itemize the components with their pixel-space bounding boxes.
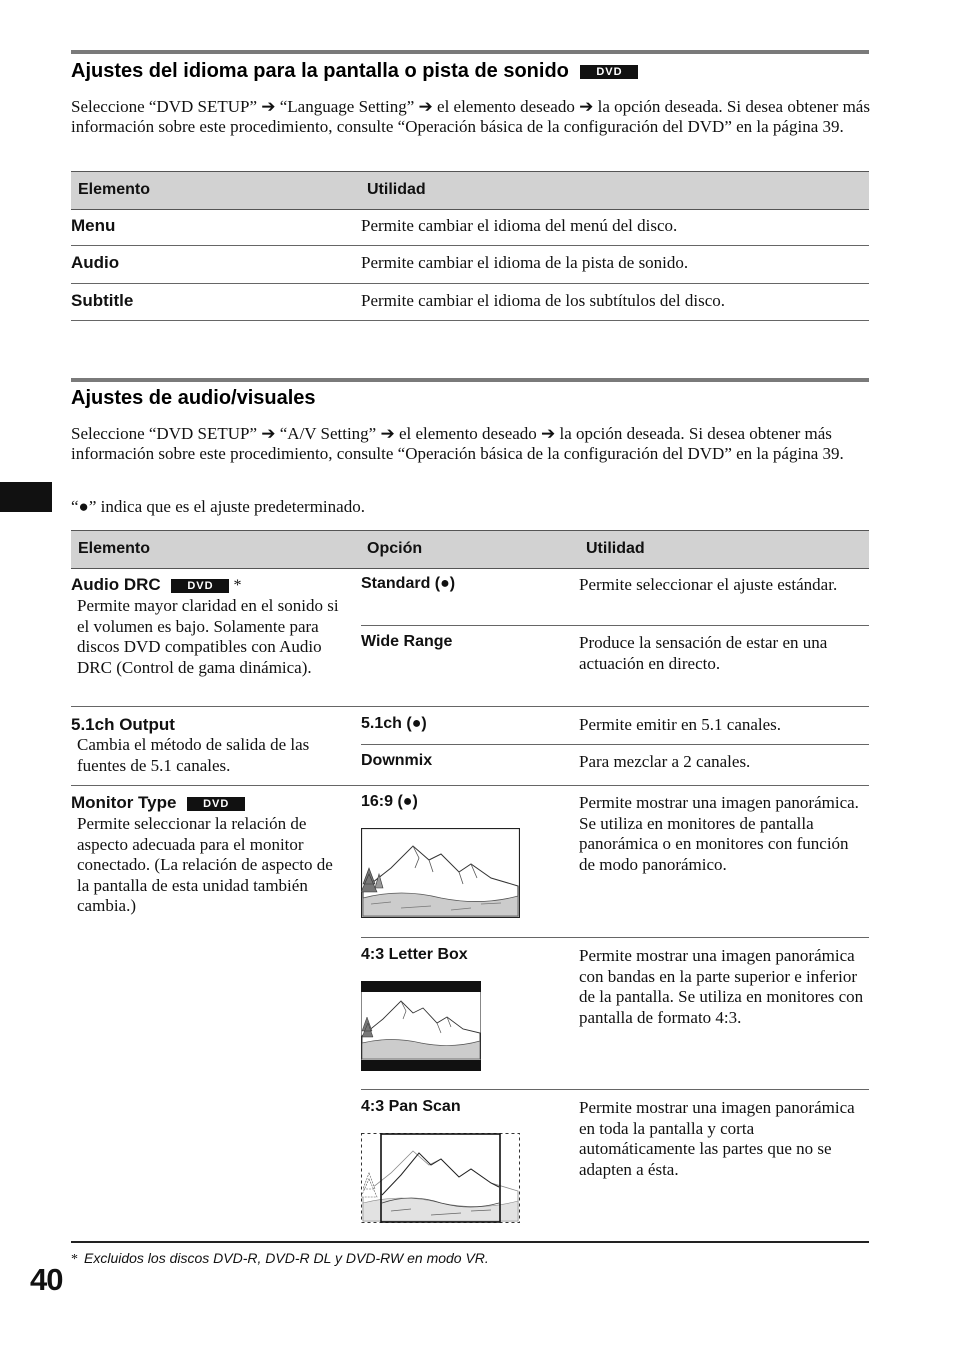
option-name: Wide Range: [361, 633, 453, 650]
item-desc: Permite seleccionar la relación de aspecto adecuada para el monitor conectado. (La relación de aspecto de la pantalla de esta unidad también cambia.): [77, 814, 333, 915]
option-desc: Permite emitir en 5.1 canales.: [579, 715, 782, 734]
option-desc: Permite mostrar una imagen panorámica en toda la pantalla y corta automáticamente las partes que no se adapten a ésta.: [579, 1098, 855, 1179]
col-header-elemento: Elemento: [78, 181, 151, 198]
section-rule-top: [71, 50, 869, 54]
col-header-elemento: Elemento: [78, 540, 151, 557]
option-desc: Permite mostrar una imagen panorámica con bandas en la parte superior e inferior de la pantalla. Se utiliza en monitores con pantalla de formato 4:3.: [579, 946, 864, 1027]
section-tab-marker: [0, 482, 52, 512]
default-note: “●” indica que es el ajuste predeterminado.: [71, 497, 365, 516]
footnote-rule: [71, 1241, 869, 1243]
row-item: Subtitle: [71, 291, 134, 310]
option-desc: Permite seleccionar el ajuste estándar.: [579, 575, 838, 594]
item-name: [71, 793, 245, 813]
section-intro-av: Seleccione “DVD SETUP” ➔ “A/V Setting” ➔ el elemento deseado ➔ la opción deseada. Si desea obtener más información sobre este procedimiento, consulte “Operación básica de la configuración del DVD” en la página 39.: [71, 424, 844, 463]
item-desc: Cambia el método de salida de las fuentes de 5.1 canales.: [77, 735, 310, 775]
widescreen-landscape-illustration: [361, 828, 520, 918]
panscan-landscape-illustration: [361, 1133, 520, 1223]
option-name: Standard (●): [361, 575, 456, 592]
option-divider: [361, 625, 869, 626]
row-item: Audio: [71, 253, 120, 272]
row-desc: Permite cambiar el idioma de los subtítulos del disco.: [361, 291, 726, 310]
col-header-utilidad: Utilidad: [586, 540, 645, 557]
row-item: Menu: [71, 216, 116, 235]
col-header-opcion: Opción: [367, 540, 423, 557]
option-divider: [361, 744, 869, 745]
letterbox-landscape-illustration: [361, 981, 481, 1071]
col-header-utilidad: Utilidad: [367, 181, 426, 198]
option-name: 4:3 Pan Scan: [361, 1098, 461, 1115]
item-label: Monitor Type: [71, 793, 177, 812]
table-header-language: [71, 171, 869, 210]
table-header-av: [71, 530, 869, 569]
section-title-language: [71, 60, 638, 83]
option-desc: Produce la sensación de estar en una actuación en directo.: [579, 633, 828, 673]
row-desc: Permite cambiar el idioma de la pista de sonido.: [361, 253, 689, 272]
option-name: 5.1ch (●): [361, 715, 427, 732]
item-name: [71, 575, 241, 595]
section-rule-top: [71, 378, 869, 382]
section-title-av: Ajustes de audio/visuales: [71, 387, 316, 409]
option-divider: [361, 937, 869, 938]
asterisk-mark: *: [233, 577, 242, 594]
row-desc: Permite cambiar el idioma del menú del disco.: [361, 216, 678, 235]
section-title-text: Ajustes del idioma para la pantalla o pista de sonido: [71, 60, 569, 82]
dvd-badge: DVD: [187, 797, 245, 811]
row-divider: [71, 245, 869, 246]
option-desc: Para mezclar a 2 canales.: [579, 752, 751, 771]
footnote-mark: *: [71, 1252, 78, 1267]
item-desc: Permite mayor claridad en el sonido si el volumen es bajo. Solamente para discos DVD compatibles con Audio DRC (Control de gama dinámica).: [77, 596, 339, 677]
option-desc: Permite mostrar una imagen panorámica. Se utiliza en monitores de pantalla panorámica o en monitores con función de modo panorámico.: [579, 793, 859, 874]
option-name: 16:9 (●): [361, 793, 418, 810]
option-name: 4:3 Letter Box: [361, 946, 468, 963]
item-label: Audio DRC: [71, 575, 161, 594]
footnote: [71, 1250, 489, 1268]
page-number: 40: [30, 1262, 63, 1297]
option-name: Downmix: [361, 752, 433, 769]
dvd-badge: DVD: [171, 579, 229, 593]
row-divider: [71, 320, 869, 321]
dvd-badge: DVD: [580, 65, 638, 79]
footnote-text: Excluidos los discos DVD-R, DVD-R DL y DVD-RW en modo VR.: [84, 1250, 489, 1266]
group-divider: [71, 706, 869, 707]
section-intro-language: Seleccione “DVD SETUP” ➔ “Language Setting” ➔ el elemento deseado ➔ la opción deseada. Si desea obtener más información sobre este procedimiento, consulte “Operación básica de la configuración del DVD” en la página 39.: [71, 97, 870, 136]
item-name: 5.1ch Output: [71, 715, 175, 734]
group-divider: [71, 785, 869, 786]
option-divider: [361, 1089, 869, 1090]
row-divider: [71, 283, 869, 284]
